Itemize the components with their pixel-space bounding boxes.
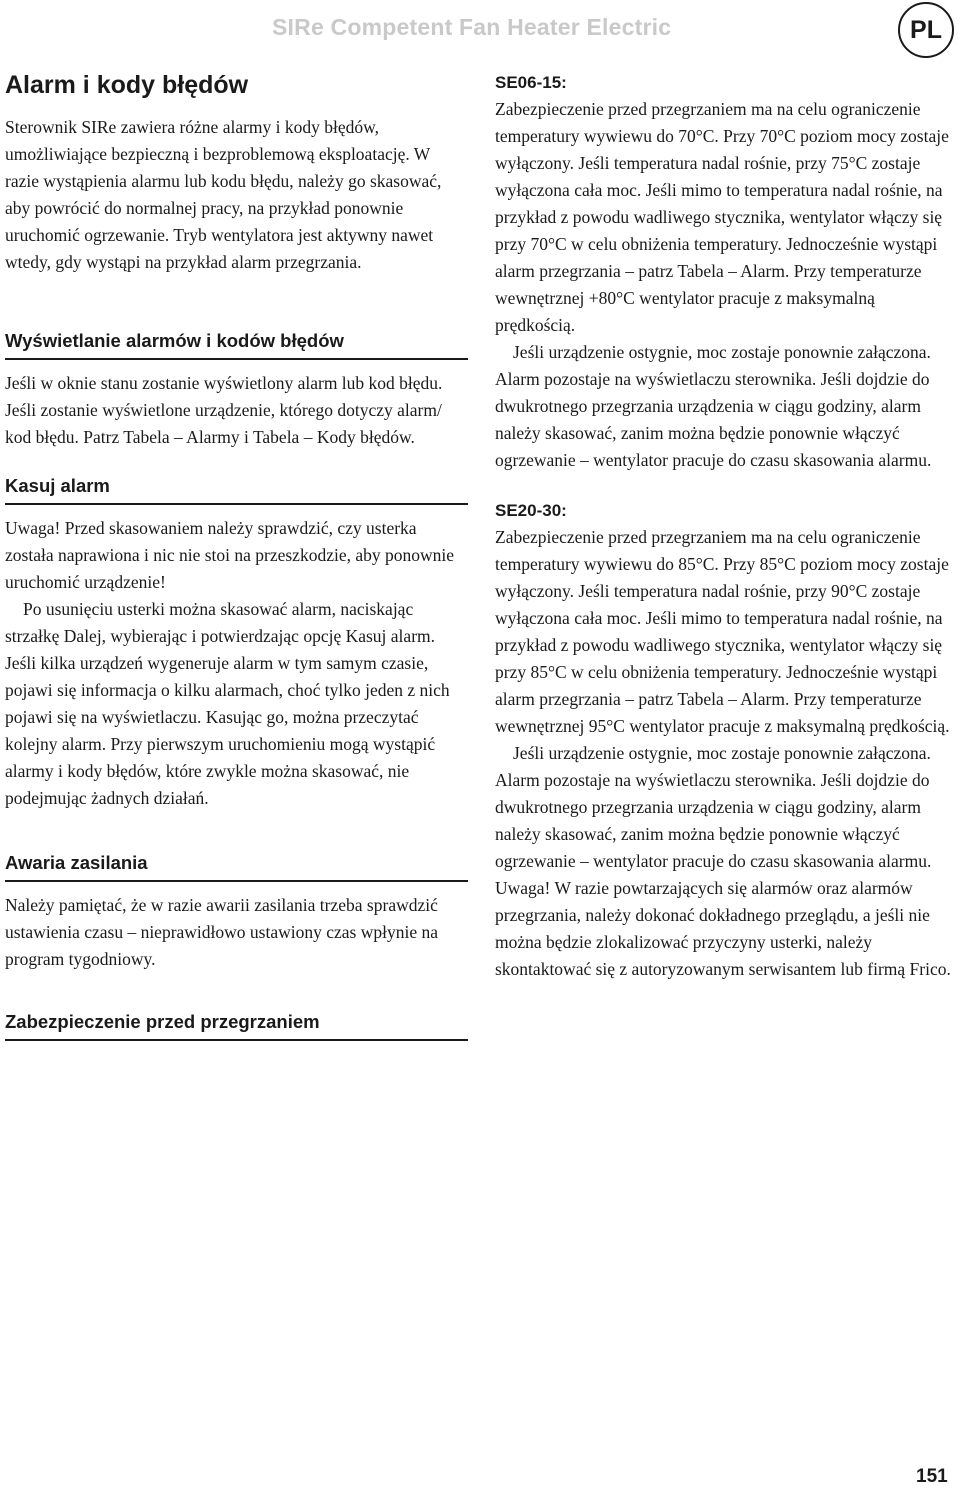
power-failure-paragraph: Należy pamiętać, że w razie awarii zasilania trzeba sprawdzić ustawienia czasu – nieprawidłowo ustawiony czas wpłynie na program tygodniowy. (5, 895, 438, 969)
se20-heading: SE20-30: (495, 501, 567, 520)
page-title: Alarm i kody błędów (5, 71, 249, 99)
se06-paragraph-1: Zabezpieczenie przed przegrzaniem ma na celu ograniczenie temperatury wywiewu do 70°C. Przy 70°C poziom mocy zostaje wyłączony. Jeśli temperatura nadal rośnie, przy 75°C zostaje wyłączona cała moc. Jeśli mimo to temperatura nadal rośnie, na przykład z powodu wadliwego stycznika, wentylator włączy się przy 70°C w celu obniżenia temperatury. Jednocześnie wystąpi alarm przegrzania – patrz Tabela – Alarm. Przy temperaturze wewnętrznej +80°C wentylator pracuje z maksymalną prędkością. (495, 99, 949, 335)
page-number: 151 (916, 1466, 948, 1487)
reset-alarm-heading: Kasuj alarm (5, 473, 468, 505)
se20-paragraph-2: Jeśli urządzenie ostygnie, moc zostaje ponownie załączona. Alarm pozostaje na wyświetlaczu sterownika. Jeśli dojdzie do dwukrotnego przegrzania urządzenia w ciągu godziny, alarm należy skasować, zanim można będzie ponownie włączyć ogrzewanie – wentylator pracuje do czasu skasowania alarmu. Uwaga! W razie powtarzających się alarmów oraz alarmów przegrzania, należy dokonać dokładnego przeglądu, a jeśli nie można będzie zlokalizować przyczyny usterki, należy skontaktować się z autoryzowanym serwisantem lub firmą Frico. (495, 743, 951, 979)
right-column (495, 70, 957, 983)
reset-instructions-paragraph: Po usunięciu usterki można skasować alarm, naciskając strzałkę Dalej, wybierając i potwierdzając opcję Kasuj alarm. Jeśli kilka urządzeń wygeneruje alarm w tym samym czasie, pojawi się informacja o kilku alarmach, choć tylko jeden z nich pojawi się na wyświetlaczu. Kasując go, można przeczytać kolejny alarm. Przy pierwszym uruchomieniu mogą wystąpić alarmy i kody błędów, które zwykle można skasować, nie podejmując żadnych działań. (5, 599, 450, 808)
display-alarms-paragraph: Jeśli w oknie stanu zostanie wyświetlony alarm lub kod błędu. Jeśli zostanie wyświetlone urządzenie, którego dotyczy alarm/ kod błędu. Patrz Tabela – Alarmy i Tabela – Kody błędów. (5, 373, 443, 447)
left-column (5, 68, 468, 1041)
language-badge: PL (898, 2, 954, 58)
overheat-protection-heading: Zabezpieczenie przed przegrzaniem (5, 1009, 468, 1041)
se20-paragraph-1: Zabezpieczenie przed przegrzaniem ma na celu ograniczenie temperatury wywiewu do 85°C. Przy 85°C poziom mocy zostaje wyłączony. Jeśli temperatura nadal rośnie, przy 90°C zostaje wyłączona cała moc. Jeśli mimo to temperatura nadal rośnie, na przykład z powodu wadliwego stycznika, wentylator włączy się przy 85°C w celu obniżenia temperatury. Jednocześnie wystąpi alarm przegrzania – patrz Tabela – Alarm. Przy temperaturze wewnętrznej 95°C wentylator pracuje z maksymalną prędkością. (495, 527, 950, 736)
power-failure-heading: Awaria zasilania (5, 850, 468, 882)
se06-paragraph-2: Jeśli urządzenie ostygnie, moc zostaje ponownie załączona. Alarm pozostaje na wyświetlaczu sterownika. Jeśli dojdzie do dwukrotnego przegrzania urządzenia w ciągu godziny, alarm należy skasować, zanim można będzie ponownie włączyć ogrzewanie – wentylator pracuje do czasu skasowania alarmu. (495, 342, 932, 470)
display-alarms-heading: Wyświetlanie alarmów i kodów błędów (5, 328, 468, 360)
header-title: SIRe Competent Fan Heater Electric (272, 14, 672, 40)
reset-warning-paragraph: Uwaga! Przed skasowaniem należy sprawdzić, czy usterka została naprawiona i nic nie stoi na przeszkodzie, aby ponownie uruchomić urządzenie! (5, 518, 455, 592)
intro-paragraph: Sterownik SIRe zawiera różne alarmy i kody błędów, umożliwiające bezpieczną i bezproblemową eksploatację. W razie wystąpienia alarmu lub kodu błędu, należy go skasować, aby powrócić do normalnej pracy, na przykład ponownie uruchomić ogrzewanie. Tryb wentylatora jest aktywny nawet wtedy, gdy wystąpi na przykład alarm przegrzania. (5, 117, 442, 272)
se06-heading: SE06-15: (495, 73, 567, 92)
